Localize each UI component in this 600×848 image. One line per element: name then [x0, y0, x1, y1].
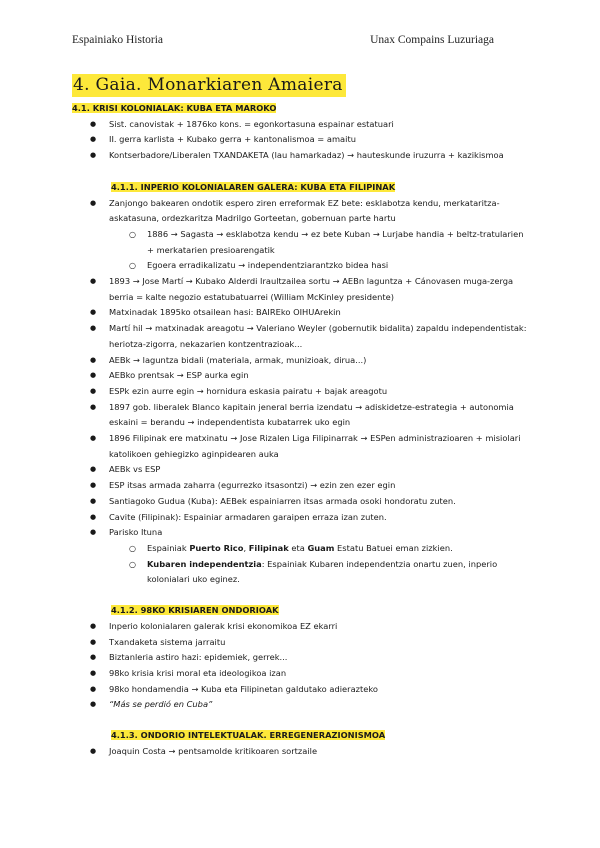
list-item: ● Kontserbadore/Liberalen TXANDAKETA (lau hamarkadaz) → hauteskunde iruzurra + kazikismoa	[72, 148, 532, 164]
list-item: ● Sist. canovistak + 1876ko kons. = egonkortasuna espainar estatuari	[72, 117, 532, 133]
document-body	[72, 101, 532, 759]
list-item: ● 98ko krisia krisi moral eta ideologikoa izan	[72, 666, 532, 682]
sub-list	[109, 227, 532, 274]
bold-text: Guam	[307, 542, 335, 553]
section-heading-4-1-2-text: 4.1.2. 98KO KRISIAREN ONDORIOAK	[111, 605, 279, 616]
spacer	[72, 588, 532, 603]
sub-list-item	[109, 557, 532, 588]
section-heading-4-1	[72, 101, 532, 117]
section-heading-4-1-1	[111, 180, 532, 196]
section-heading-4-1-3	[111, 728, 532, 744]
bold-text: Kubaren independentzia	[147, 558, 262, 569]
sub-list-item	[109, 541, 532, 557]
list-item-text: Zanjongo bakearen ondotik espero ziren erreformak EZ bete: esklabotza kendu, merkataritza-askatasuna, ordezkaritza Madrilgo Gorteetan, gobernuan parte hartu	[109, 197, 500, 224]
bold-text: Puerto Rico	[189, 542, 244, 553]
text-run: eta	[288, 542, 308, 553]
list-item: ● 1893 → Jose Martí → Kubako Alderdi Iraultzailea sortu → AEBn laguntza + Cánovasen muga-zerga berria = kalte negozio estatubatuarrei (William McKinley presidente)	[72, 274, 532, 305]
section-4-1-list	[72, 117, 532, 164]
section-4-1-1-list	[72, 196, 532, 589]
list-item	[72, 697, 532, 713]
list-item: ● 1896 Filipinak ere matxinatu → Jose Rizalen Liga Filipinarrak → ESPen administrazioaren + misiolari katolikoen gehiegizko aginpidearen auka	[72, 431, 532, 462]
text-run: Espainiak	[147, 542, 190, 553]
list-item: ● Biztanleria astiro hazi: epidemiek, gerrek...	[72, 650, 532, 666]
bold-text: Filipinak	[248, 542, 289, 553]
text-run: ,	[243, 542, 249, 553]
text-run: : Espainiak Kubaren independentzia onartu zuen, inperio kolonialari uko eginez.	[147, 558, 498, 585]
list-item: ● ESP itsas armada zaharra (egurrezko itsasontzi) → ezin zen ezer egin	[72, 478, 532, 494]
text-run: Estatu Batuei eman zizkien.	[334, 542, 453, 553]
list-item: ● Cavite (Filipinak): Espainiar armadaren garaipen erraza izan zuten.	[72, 510, 532, 526]
section-heading-4-1-text: 4.1. KRISI KOLONIALAK: KUBA ETA MAROKO	[72, 103, 277, 113]
list-item: ● Inperio kolonialaren galerak krisi ekonomikoa EZ ekarri	[72, 619, 532, 635]
list-item: ● Martí hil → matxinadak areagotu → Valeriano Weyler (gobernutik bidalita) zapaldu independentistak: heriotza-zigorra, nekazarien kontzentrazioak...	[72, 321, 532, 352]
header-author: Unax Compains Luzuriaga	[370, 34, 494, 46]
sub-list	[109, 541, 532, 588]
section-4-1-2-list	[72, 619, 532, 713]
list-item: ● AEBk → laguntza bidali (materiala, armak, munizioak, dirua...)	[72, 353, 532, 369]
spacer	[72, 164, 532, 180]
list-item: ● II. gerra karlista + Kubako gerra + kantonalismoa = amaitu	[72, 132, 532, 148]
list-item: ● 1897 gob. liberalek Blanco kapitain jeneral berria izendatu → adiskidetze-estrategia + autonomia eskaini = berandu → independentista kubatarrek uko egin	[72, 400, 532, 431]
quote-text: “Más se perdió en Cuba”	[109, 699, 213, 710]
list-item: ● Txandaketa sistema jarraitu	[72, 635, 532, 651]
section-heading-4-1-1-text: 4.1.1. INPERIO KOLONIALAREN GALERA: KUBA ETA FILIPINAK	[111, 181, 396, 192]
list-item-text: Parisko Ituna	[109, 527, 163, 538]
list-item	[72, 525, 532, 588]
list-item	[72, 196, 532, 275]
section-4-1-3-list	[72, 744, 532, 760]
list-item: ● AEBk vs ESP	[72, 462, 532, 478]
list-item: ● 98ko hondamendia → Kuba eta Filipinetan galdutako adierazteko	[72, 682, 532, 698]
list-item: ● AEBko prentsak → ESP aurka egin	[72, 368, 532, 384]
sub-list-item: ○ 1886 → Sagasta → esklabotza kendu → ez bete Kuban → Lurjabe handia + beltz-tratularien + merkatarien presioarengatik	[109, 227, 532, 258]
spacer	[72, 713, 532, 728]
section-heading-4-1-2	[111, 603, 532, 619]
header-subject: Espainiako Historia	[72, 34, 164, 46]
list-item: ● Santiagoko Gudua (Kuba): AEBek espainiarren itsas armada osoki hondoratu zuten.	[72, 494, 532, 510]
sub-list-item: ○ Egoera erradikalizatu → independentziarantzko bidea hasi	[109, 258, 532, 274]
list-item: ● Matxinadak 1895ko otsailean hasi: BAIREko OIHUArekin	[72, 305, 532, 321]
list-item: ● ESPk ezin aurre egin → hornidura eskasia pairatu + bajak areagotu	[72, 384, 532, 400]
list-item: ● Joaquin Costa → pentsamolde kritikoaren sortzaile	[72, 744, 532, 760]
page-title: 4. Gaia. Monarkiaren Amaiera	[72, 74, 346, 97]
section-heading-4-1-3-text: 4.1.3. ONDORIO INTELEKTUALAK. ERREGENERAZIONISMOA	[111, 730, 386, 741]
title-block	[72, 74, 346, 97]
